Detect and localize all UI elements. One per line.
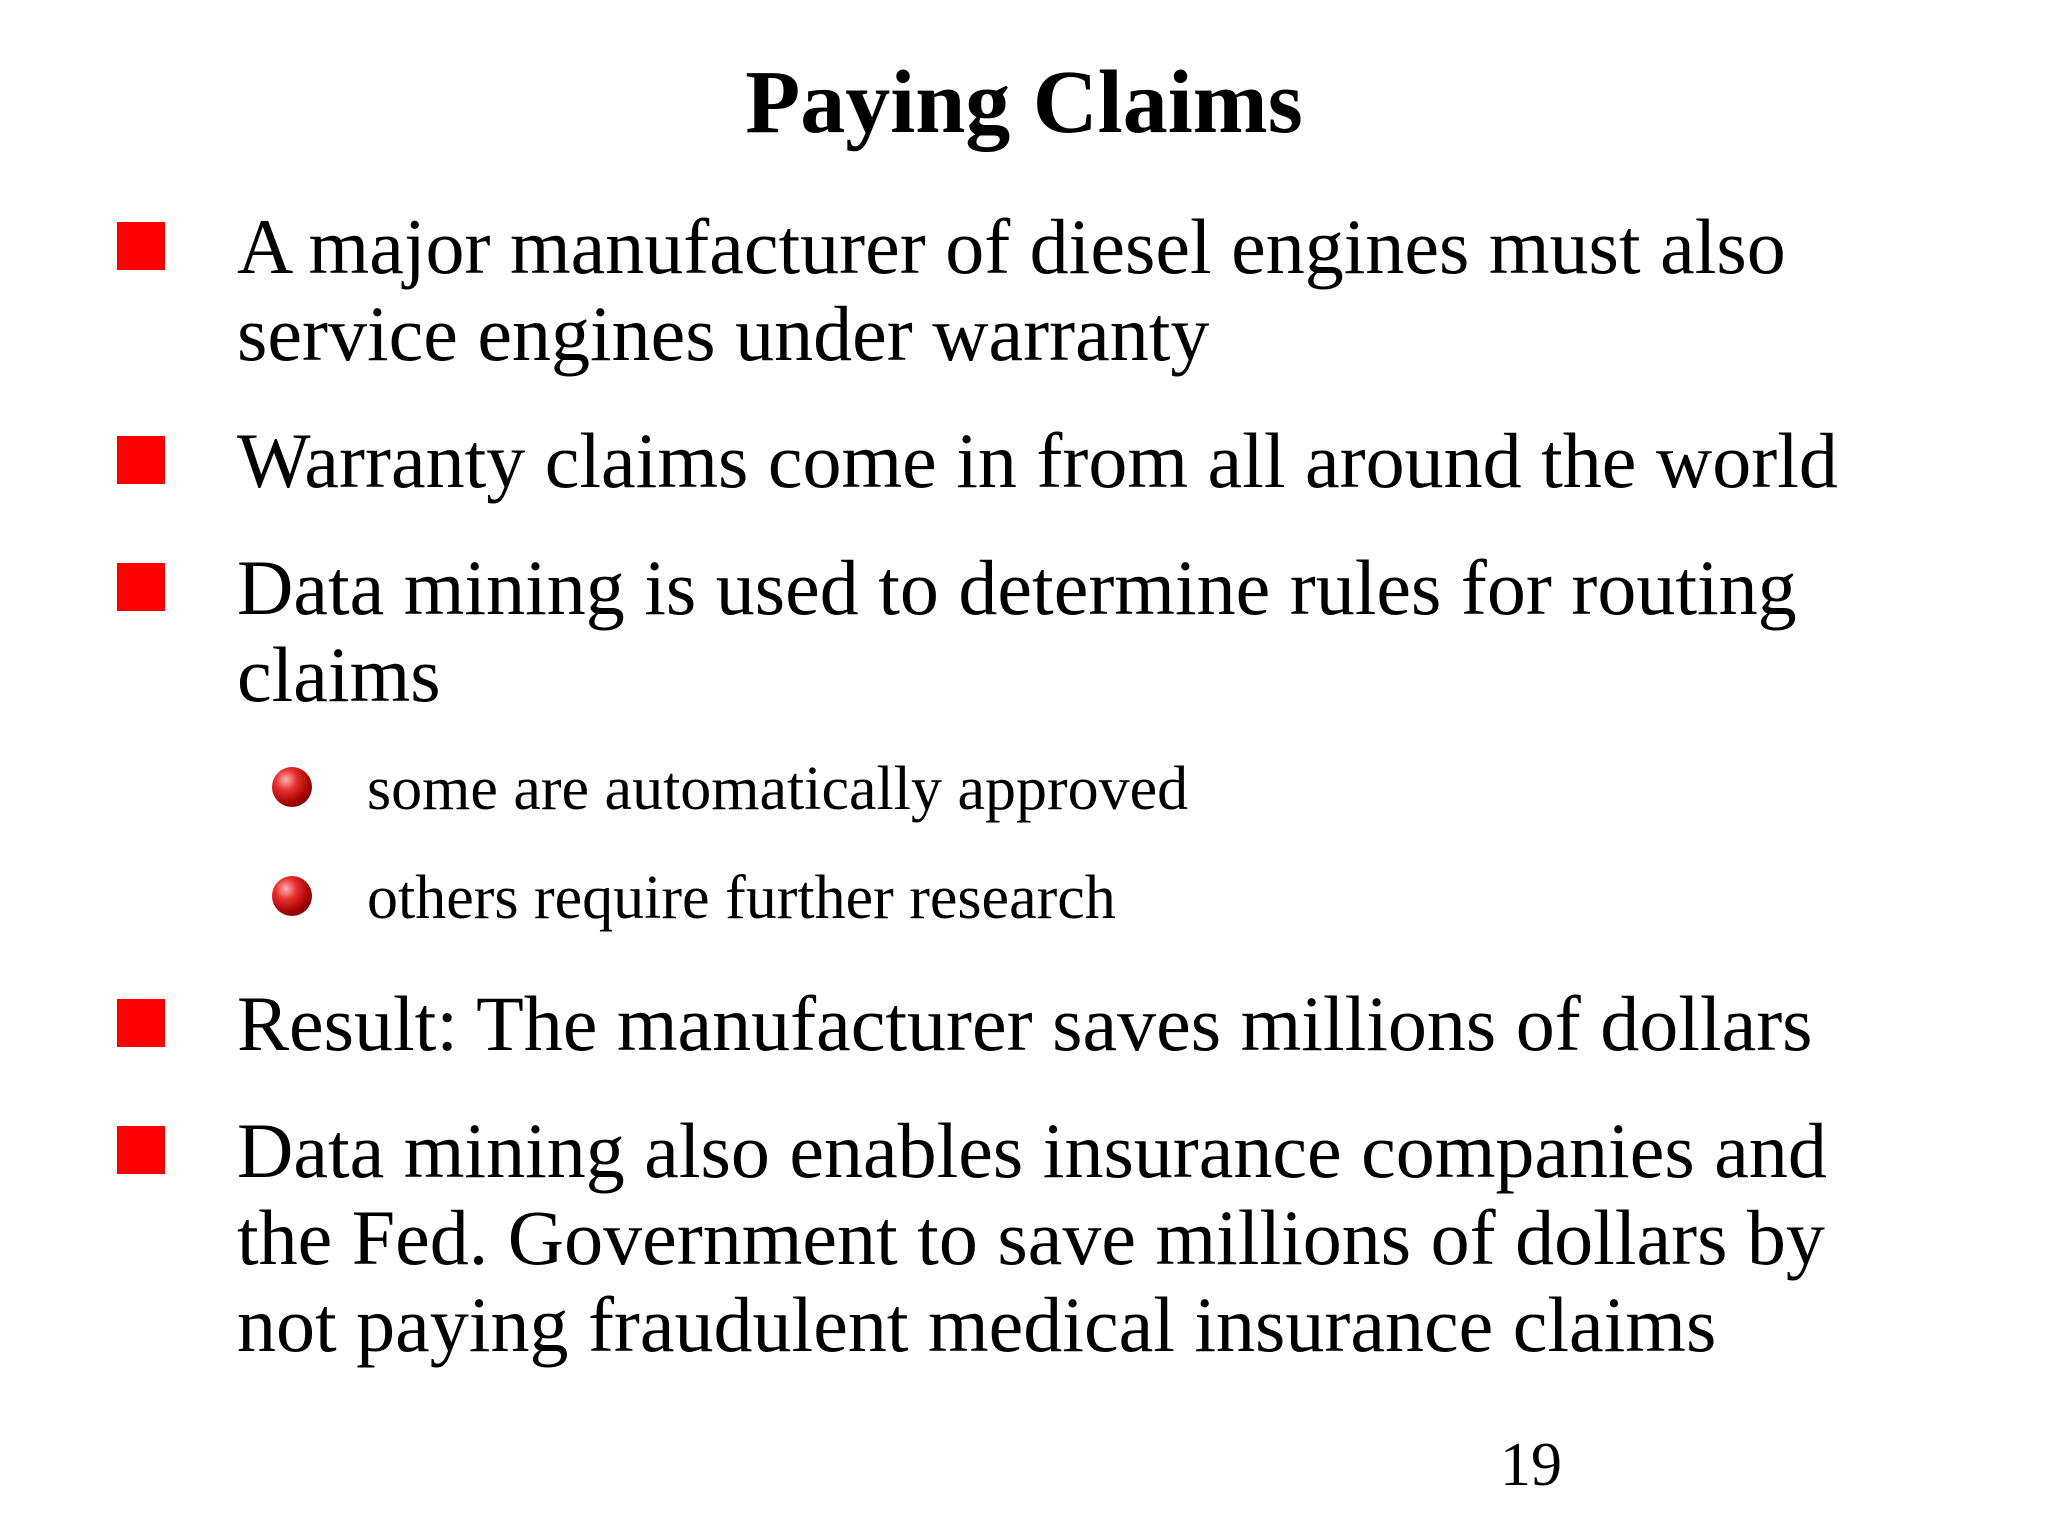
bullet-line: the Fed. Government to save millions of dollars by: [237, 1194, 1825, 1281]
bullet-item-result: [237, 980, 1937, 1067]
red-ball-bullet-icon: [272, 876, 312, 916]
red-square-bullet-icon: [117, 563, 165, 611]
bullet-line: Data mining also enables insurance companies and: [237, 1107, 1827, 1194]
sub-bullet-item-approved: some are automatically approved: [367, 755, 1189, 823]
bullet-line: A major manufacturer of diesel engines must also: [237, 203, 1786, 290]
sub-bullet-item-research: others require further research: [367, 864, 1116, 932]
bullet-item-routing-rules: [237, 544, 1937, 718]
bullet-line: Result: The manufacturer saves millions of dollars: [237, 980, 1813, 1067]
bullet-item-insurance-fraud: [237, 1107, 1937, 1368]
red-square-bullet-icon: [117, 436, 165, 484]
bullet-line: not paying fraudulent medical insurance claims: [237, 1281, 1717, 1368]
bullet-line: Warranty claims come in from all around the world: [237, 417, 1838, 504]
red-square-bullet-icon: [117, 1126, 165, 1174]
red-ball-bullet-icon: [272, 767, 312, 807]
bullet-line: Data mining is used to determine rules for routing: [237, 544, 1797, 631]
page-number: 19: [1500, 1431, 1562, 1499]
bullet-line: claims: [237, 631, 441, 718]
bullet-item-manufacturer: [237, 203, 1937, 377]
bullet-line: service engines under warranty: [237, 290, 1210, 377]
slide-title: Paying Claims: [745, 53, 1303, 152]
bullet-item-warranty-claims: [237, 417, 1937, 504]
red-square-bullet-icon: [117, 222, 165, 270]
red-square-bullet-icon: [117, 999, 165, 1047]
